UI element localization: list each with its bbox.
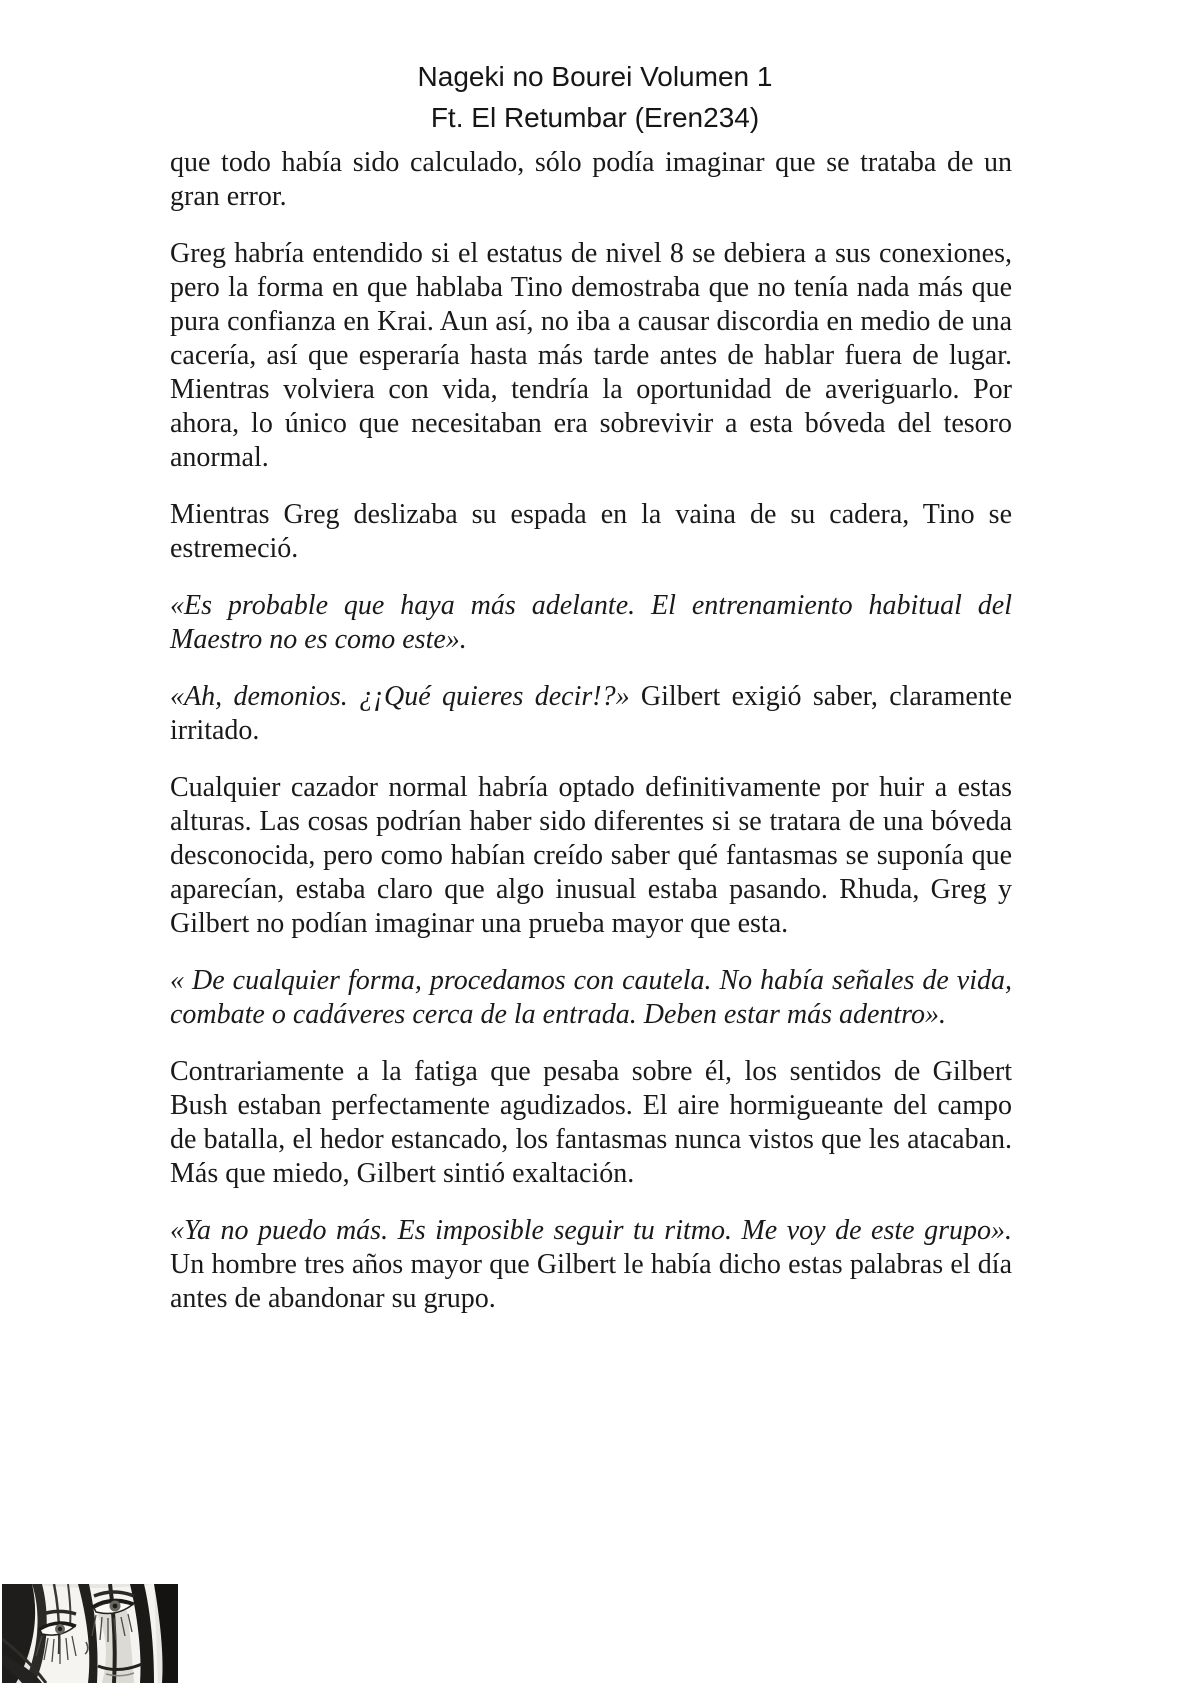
paragraph (170, 680, 1012, 748)
narration-run: Cualquier cazador normal habría optado definitivamente por huir a estas alturas. Las cosas podrían haber sido diferentes si se tratara de una bóveda desconocida, pero como habían creído saber qué fantasmas se suponía que aparecían, estaba claro que algo inusual estaba pasando. Rhuda, Greg y Gilbert no podían imaginar una prueba mayor que esta. (170, 772, 1012, 939)
header-title: Nageki no Bourei Volumen 1 (417, 61, 773, 92)
dialogue-run: «Es probable que haya más adelante. El entrenamiento habitual del Maestro no es como este». (170, 590, 1012, 655)
narration-run: Greg habría entendido si el estatus de nivel 8 se debiera a sus conexiones, pero la forma en que hablaba Tino demostraba que no tenía nada más que pura confianza en Krai. Aun así, no iba a causar discordia en medio de una cacería, así que esperaría hasta más tarde antes de hablar fuera de lugar. Mientras volviera con vida, tendría la oportunidad de averiguarlo. Por ahora, lo único que necesitaban era sobrevivir a esta bóveda del tesoro anormal. (170, 238, 1012, 473)
page-header (0, 0, 1190, 138)
paragraph (170, 771, 1012, 941)
paragraph (170, 237, 1012, 475)
narration-run: Un hombre tres años mayor que Gilbert le había dicho estas palabras el día antes de abandonar su grupo. (170, 1249, 1012, 1314)
paragraph (170, 1214, 1012, 1316)
narration-run: Contrariamente a la fatiga que pesaba sobre él, los sentidos de Gilbert Bush estaban perfectamente agudizados. El aire hormigueante del campo de batalla, el hedor estancado, los fantasmas nunca vistos que les atacaban. Más que miedo, Gilbert sintió exaltación. (170, 1056, 1012, 1189)
dialogue-run: «Ah, demonios. ¿¡Qué quieres decir!?» (170, 681, 630, 712)
narration-run: Mientras Greg deslizaba su espada en la vaina de su cadera, Tino se estremeció. (170, 499, 1012, 564)
paragraph (170, 1055, 1012, 1191)
paragraph (170, 589, 1012, 657)
narration-run: que todo había sido calculado, sólo podía imaginar que se trataba de un gran error. (170, 147, 1012, 212)
paragraph (170, 146, 1012, 214)
manga-face-image (2, 1584, 178, 1683)
narration-run: Gilbert exigió saber, claramente irritado. (170, 681, 1012, 746)
paragraph (170, 498, 1012, 566)
dialogue-run: «Ya no puedo más. Es imposible seguir tu ritmo. Me voy de este grupo». (170, 1215, 1012, 1246)
body-text (170, 146, 1012, 1316)
dialogue-run: « De cualquier forma, procedamos con cautela. No había señales de vida, combate o cadáveres cerca de la entrada. Deben estar más adentro». (170, 965, 1012, 1030)
footer-illustration (2, 1584, 178, 1683)
header-subtitle: Ft. El Retumbar (Eren234) (430, 102, 760, 133)
paragraph (170, 964, 1012, 1032)
